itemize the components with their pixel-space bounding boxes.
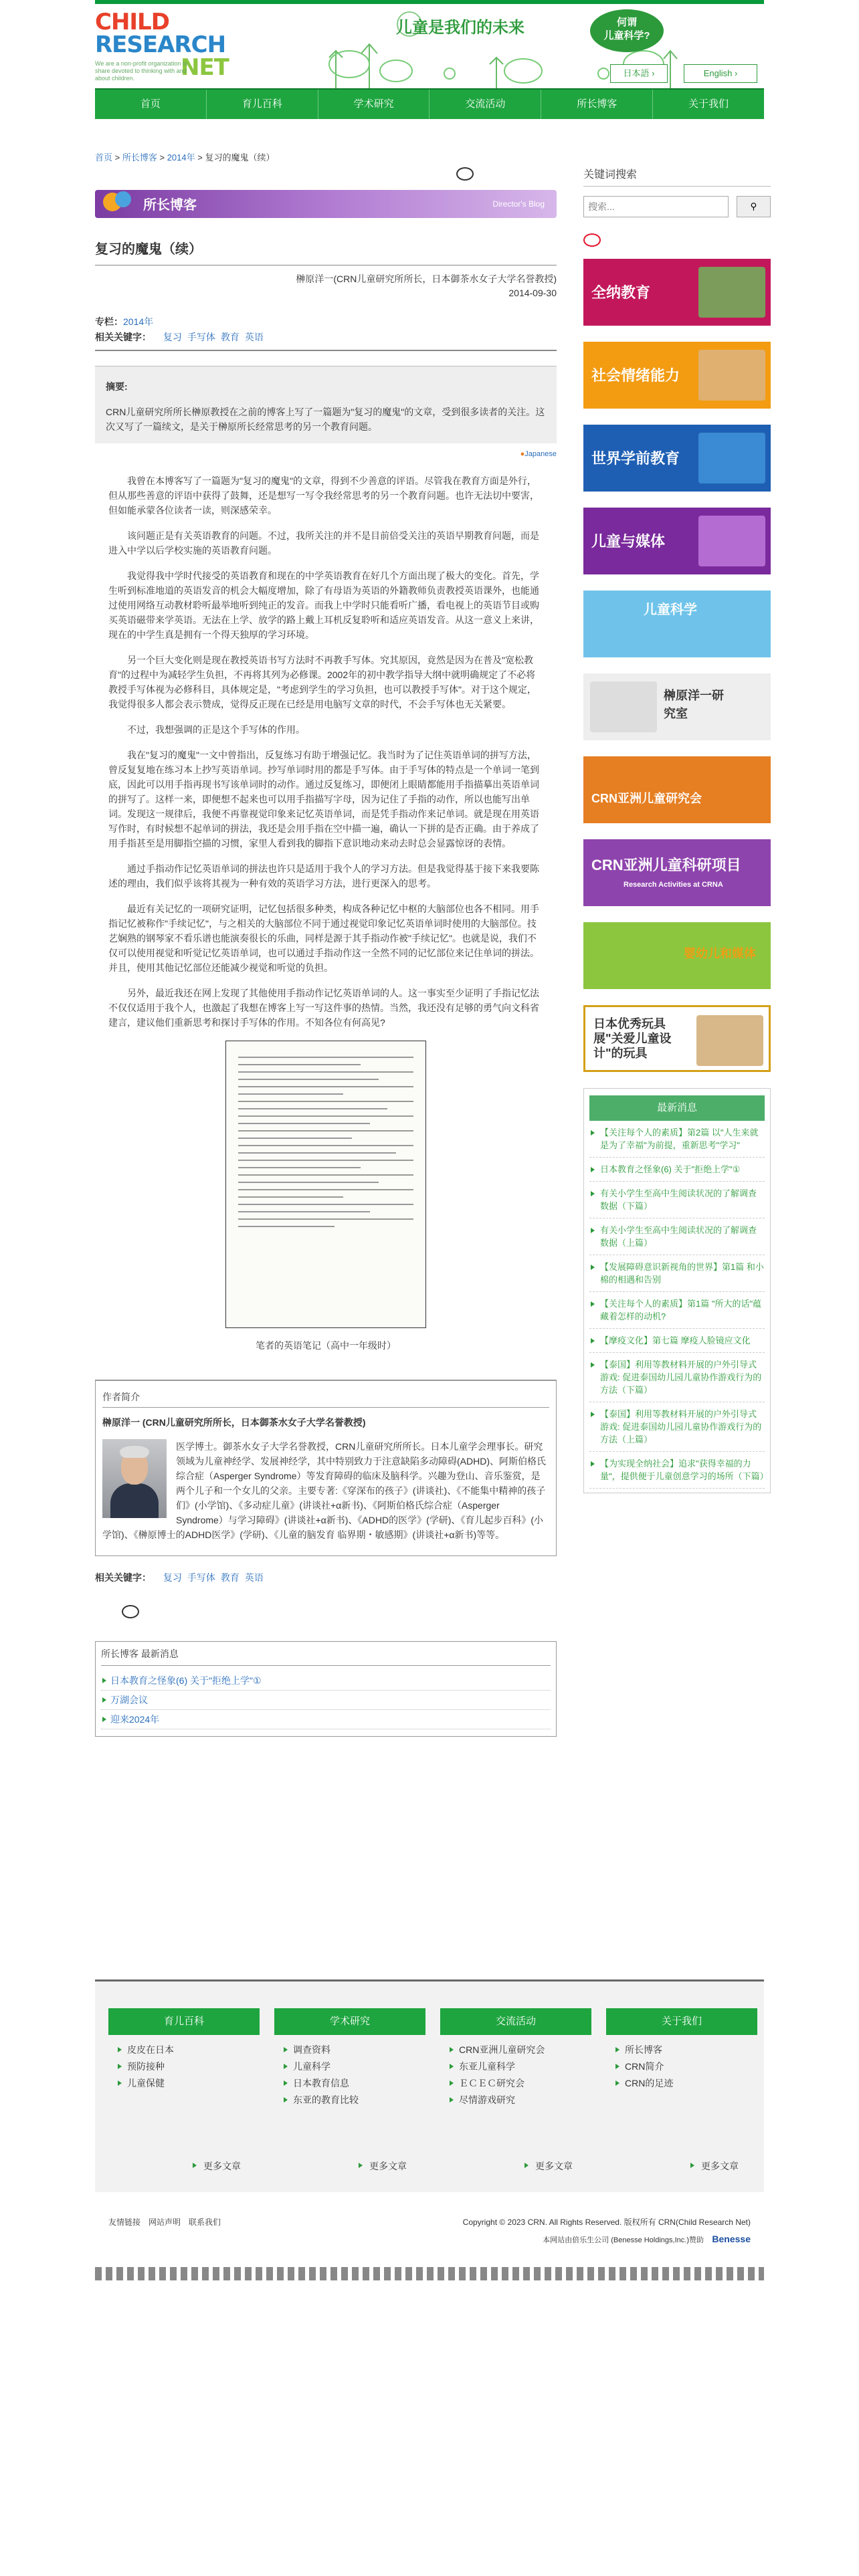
logo-research: RESEARCH (95, 31, 226, 58)
breadcrumb-blog[interactable]: 所长博客 (122, 152, 157, 163)
footer-link[interactable]: 调查资料 (274, 2042, 425, 2058)
footer-link[interactable]: 尽情游戏研究 (440, 2092, 591, 2109)
header (95, 4, 764, 88)
search-form (583, 196, 771, 217)
article-paragraph: 通过手指动作记忆英语单词的拼法也许只是适用于我个人的学习方法。但是我觉得基于接下来我要陈述的理由，我们似乎该将其视为一种有效的英语学习方法，进行更深入的思考。 (108, 863, 539, 889)
nav-research[interactable]: 学术研究 (318, 90, 430, 119)
column-label: 专栏： (95, 316, 123, 327)
ad-label: 世界学前教育 (591, 450, 680, 467)
japanese-link-label: Japanese (524, 450, 557, 458)
bottom-decoration (95, 2267, 764, 2280)
sponsor-text: 本网站由倍乐生公司 (Benesse Holdings,Inc.)赞助 (543, 2236, 704, 2244)
bottom-bar (95, 2216, 764, 2244)
footer-link[interactable]: 儿童保健 (108, 2075, 260, 2092)
keyword-link[interactable]: 英语 (244, 1572, 264, 1583)
breadcrumb-year[interactable]: 2014年 (167, 152, 195, 163)
sidebar (583, 167, 771, 1493)
search-icon: ⚲ (750, 201, 757, 211)
keyword-link[interactable]: 手写体 (187, 332, 215, 342)
article-body (95, 473, 557, 1353)
search-input[interactable] (583, 196, 729, 217)
latest-news-box (583, 1088, 771, 1493)
blog-band (95, 190, 557, 218)
logo-child: CHILD (95, 9, 169, 35)
news-item[interactable]: 【泰国】利用等教材料开展的户外引导式游戏: 促进泰国幼儿园儿童协作游戏行为的方法（上篇） (589, 1402, 765, 1452)
latest-blog-link[interactable]: 万湖会议 (110, 1694, 148, 1705)
footer-link[interactable]: 东亚儿童科学 (440, 2058, 591, 2075)
latest-news-header: 最新消息 (589, 1095, 765, 1121)
divider (95, 350, 557, 351)
globe-icon: ● (520, 450, 525, 458)
notebook-caption: 笔者的英语笔记（高中一年级时） (256, 1339, 396, 1351)
japanese-version-link[interactable] (95, 449, 557, 460)
ad-child-science[interactable] (583, 591, 771, 657)
ad-social-emotional[interactable] (583, 342, 771, 409)
article-paragraph: 我觉得我中学时代接受的英语教育和现在的中学英语教育在好几个方面出现了极大的变化。首先，学生听到标准地道的英语发音的机会大幅度增加，除了有母语为英语的外籍教师负责教授英语课外，也能通过使用网络互动教材聆听最举地听到纯正的发音。而我上中学时只能看听广播，看电视上的英语节目或购买英语磁带来学英语。无法在上学、放学的路上戴上耳机反复聆听和适应英语发音。从这一意义上来讲，现在的中学生真是拥有一个得天独厚的学习环境。 (108, 570, 539, 640)
article-paragraph: 不过，我想强调的正是这个手写体的作用。 (127, 724, 305, 735)
breadcrumb-sep: > (195, 152, 205, 163)
article-paragraph: 我在"复习的魔鬼"一文中曾指出，反复练习有助于增强记忆。我当时为了记住英语单词的拼写方法，曾反复复地在练习本上抄写英语单词。抄写单词时用的都是手写体。由于手写体的特点是一个单词一笔到底，因此可以用手指再现书写该单词时的动作。通过反复练习，即便闭上眼睛都能用手指描摹出英语单词的拼写了。这样一来，即便想不起来也可以用手指描写字母，因为记住了手指的动作，所以也能写出单词。发现这一规律后，我便不再靠视觉印象来记忆英语单词，而是凭手指动作来记单词。就是现在用英语写作时，有时候想不起单词的拼法，我还是会用手指在空中描一遍，确认一下拼的是否正确。由于养成了用手指甚至是用脚指空描的习惯，家里人看到我的脚指下意识地动来动去时总会显露惊讶的表情。 (108, 749, 539, 849)
ad-label: CRN亚洲儿童研究会 (591, 792, 702, 805)
footer-link[interactable]: CRN简介 (606, 2058, 757, 2075)
weibo-share-icon[interactable] (122, 1605, 139, 1618)
benesse-logo[interactable]: Benesse (712, 2234, 751, 2244)
notebook-image (225, 1041, 426, 1328)
news-item[interactable]: 【泰国】利用等教材料开展的户外引导式游戏: 促进泰国幼儿园儿童协作游戏行为的方法（下篇） (589, 1353, 765, 1402)
crn-logo[interactable] (95, 11, 249, 84)
what-is-child-science-bubble[interactable]: 何谓 儿童科学? (590, 9, 664, 52)
author-box (95, 1380, 557, 1556)
news-item[interactable]: 【为实现全纳社会】追求"获得幸福的力量"，提供便于儿童创意学习的场所（下篇） (589, 1452, 765, 1489)
article-date: 2014-09-30 (508, 288, 557, 298)
keyword-link[interactable]: 英语 (244, 332, 264, 342)
ad-world-preschool[interactable] (583, 425, 771, 492)
footer-link[interactable]: ＥＣＥＣ研究会 (440, 2075, 591, 2092)
copyright: Copyright © 2023 CRN. All Rights Reserved. 版权所有 CRN(Child Research Net) (462, 2218, 751, 2227)
footer (95, 1979, 764, 2192)
footer-link[interactable]: 所长博客 (606, 2042, 757, 2058)
breadcrumb-sep: > (157, 152, 167, 163)
keywords-label: 相关关键字： (95, 332, 151, 342)
main-content (95, 167, 557, 1737)
news-item[interactable]: 【摩疫文化】第七篇 摩疫人脸镜应文化 (589, 1329, 765, 1353)
footer-link[interactable]: 儿童科学 (274, 2058, 425, 2075)
ad-crn-asia-research[interactable] (583, 756, 771, 823)
news-item[interactable]: 【关注每个人的素质】第2篇 以"人生来就是为了幸福"为前提，重新思考"学习" (589, 1121, 765, 1158)
ad-label: 婴幼儿和媒体 (684, 947, 756, 960)
more-articles-link[interactable]: 更多文章 (193, 2159, 241, 2173)
more-articles-link[interactable]: 更多文章 (524, 2159, 573, 2173)
footer-col-about (606, 2008, 757, 2092)
weibo-share-icon[interactable] (456, 167, 474, 181)
article-paragraph: 另外，最近我还在网上发现了其他使用手指动作记忆英语单词的人。这一事实至少证明了手指记忆法不仅仅适用于我个人，也激起了我想在博客上写一写这件事的热情。当然，我还没有足够的勇气向文科省建言，建议他们重新思考和探讨手写体的作用。不知各位有何高见? (108, 987, 539, 1028)
ad-label: CRN亚洲儿童科研项目 (591, 857, 741, 873)
latest-blog-link[interactable]: 迎来2024年 (110, 1713, 160, 1725)
footer-link[interactable]: 预防接种 (108, 2058, 260, 2075)
keyword-link[interactable]: 教育 (220, 332, 240, 342)
slogan: 儿童是我们的未来 (396, 19, 524, 37)
latest-blog-item[interactable] (101, 1671, 551, 1691)
footer-col-events (440, 2008, 591, 2109)
main-nav (95, 88, 764, 119)
article-paragraph: 我曾在本博客写了一篇题为"复习的魔鬼"的文章，得到不少善意的评语。尽管我在教育方面是外行，但从那些善意的评语中获得了鼓舞，还是想写一写令我经常思考的另一个教育问题。也许无法切中要害，但如能承蒙各位读者一读，则深感荣幸。 (108, 475, 539, 516)
author-box-header: 作者简介 (102, 1390, 549, 1408)
article-paragraph: 该问题正是有关英语教育的问题。不过，我所关注的并不是目前倍受关注的英语早期教育问题，而是进入中学以后学校实施的英语教育问题。 (108, 530, 539, 556)
footer-link[interactable]: CRN亚洲儿童研究会 (440, 2042, 591, 2058)
ad-label: 全纳教育 (591, 284, 651, 301)
speech-bubbles-icon (100, 187, 140, 219)
ad-sublabel: Research Activities at CRNA (624, 881, 723, 889)
ad-infant-media[interactable] (583, 922, 771, 989)
ad-label: 日本优秀玩具展"关爱儿童设计"的玩具 (593, 1017, 672, 1060)
weibo-follow-icon[interactable] (583, 233, 601, 247)
nav-blog[interactable]: 所长博客 (541, 90, 653, 119)
latest-blog-link[interactable]: 日本教育之怪象(6) 关于"拒绝上学"① (110, 1675, 262, 1686)
article-title: 复习的魔鬼（续） (95, 239, 557, 265)
nav-parenting[interactable]: 育儿百科 (207, 90, 318, 119)
abstract-box (95, 366, 557, 443)
ad-label: 儿童与媒体 (591, 533, 666, 550)
article-author: 榊原洋一(CRN儿童研究所所长，日本御茶水女子大学名誉教授) (296, 274, 557, 284)
keyword-link[interactable]: 手写体 (187, 1572, 215, 1583)
latest-blog-header: 所长博客 最新消息 (101, 1647, 551, 1666)
news-item[interactable]: 【发展障碍意识新视角的世界】第1篇 和小棉的相遇和告别 (589, 1255, 765, 1292)
friend-links[interactable]: 友情链接 (108, 2218, 141, 2227)
column-link[interactable]: 2014年 (123, 316, 154, 327)
news-item[interactable]: 【关注每个人的素质】第1篇 "所大的话"蕴藏着怎样的动机? (589, 1292, 765, 1329)
ad-children-media[interactable] (583, 508, 771, 574)
nav-home[interactable]: 首页 (95, 90, 207, 119)
nav-about[interactable]: 关于我们 (688, 98, 729, 110)
breadcrumb-sep: > (112, 152, 122, 163)
blog-band-subtitle: Director's Blog (492, 199, 545, 209)
ad-label: 社会情绪能力 (591, 367, 680, 384)
latest-blog-item[interactable] (101, 1710, 551, 1729)
more-articles-link[interactable]: 更多文章 (690, 2159, 739, 2173)
footer-link[interactable]: CRN的足迹 (606, 2075, 757, 2092)
author-bio: 医学博士。御茶水女子大学名誉教授，CRN儿童研究所所长。日本儿童学会理事长。研究领域为儿童神经学、发展神经学，其中特别致力于注意缺陷多动障碍(ADHD)、阿斯伯格氏综合症（Asperger Syndrome）等发育障碍的临床及脑科学。兴趣为登山、音乐鉴赏，是两个儿子和一个女儿的父亲。主要专著:《穿深布的孩子》(讲谈社)、《不能集中精神的孩子们》(小学馆)、《多动症儿童》(讲谈社+α新书)、《阿斯伯格氏综合症（Asperger Syndrome）与学习障碍》(讲谈社+α新书)、《ADHD的医学》(学研)、《育儿起步百科》(小学馆)、《榊原博士的ADHD医学》(学研)、《儿童的脑发育 临界期・敏感期》(讲谈社+α新书)等等。 (102, 1440, 546, 1540)
article-keywords (95, 330, 557, 344)
abstract-label: 摘要: (106, 381, 128, 392)
ad-label: 儿童科学 (644, 603, 697, 617)
ad-toy-exhibition[interactable] (583, 1005, 771, 1072)
keyword-link[interactable]: 教育 (220, 1572, 240, 1583)
author-photo (102, 1439, 167, 1518)
author-name: 榊原洋一 (CRN儿童研究所所长，日本御茶水女子大学名誉教授) (102, 1416, 366, 1428)
latest-blog-item[interactable] (101, 1691, 551, 1710)
footer-col-parenting (108, 2008, 260, 2092)
footer-link[interactable]: 皮皮在日本 (108, 2042, 260, 2058)
breadcrumb-current: 复习的魔鬼（续） (205, 152, 275, 163)
breadcrumb-home[interactable]: 首页 (95, 152, 113, 163)
abstract-text: CRN儿童研究所所长榊原教授在之前的博客上写了一篇题为"复习的魔鬼"的文章，受到很多读者的关注。这次又写了一篇续文，是关于榊原所长经常思考的另一个教育问题。 (106, 407, 545, 432)
ad-crn-asia-project[interactable] (583, 839, 771, 906)
logo-tagline: We are a non-profit organization to share devoted to thinking with and about children. (95, 60, 188, 82)
lang-japanese-button[interactable]: 日本語 › (610, 64, 668, 83)
ad-sakakihara-lab[interactable] (583, 673, 771, 740)
keyword-link[interactable]: 复习 (163, 1572, 182, 1583)
keyword-search-header: 关键词搜索 (583, 167, 771, 187)
footer-link[interactable]: 东亚的教育比较 (274, 2092, 425, 2109)
logo-net: NET (181, 54, 229, 81)
bottom-keywords (95, 1571, 557, 1585)
blog-band-title: 所长博客 (143, 198, 197, 213)
footer-col-title[interactable]: 育儿百科 (108, 2008, 260, 2035)
keywords-label: 相关关键字： (95, 1572, 151, 1583)
search-button[interactable] (737, 196, 771, 217)
news-item[interactable]: 有关小学生至高中生阅读状况的了解调查数据（上篇） (589, 1218, 765, 1255)
nav-events[interactable]: 交流活动 (430, 90, 541, 119)
site-statement[interactable]: 网站声明 (149, 2218, 181, 2227)
footer-col-title[interactable]: 关于我们 (606, 2008, 757, 2035)
page (95, 0, 769, 2244)
ad-label: 榊原洋一研究室 (664, 689, 724, 720)
article-paragraph: 最近有关记忆的一项研究证明，记忆包括很多种类，构成各种记忆中枢的大脑部位也各不相同。用手指记忆被称作"手续记忆"，与之相关的大脑部位不同于通过视觉印象记忆英语单词时使用的大脑部位。技艺娴熟的钢琴家不看乐谱也能演奏很长的乐曲，同样是源于其手指动作被"手续记忆"。也就是说，我们不仅可以使用视觉和听觉记忆英语单词，也可以通过手指动作这一全然不同的记忆部位来记住单词的拼法。并且，使用其他记忆部位还能减少视觉和听觉的负担。 (108, 903, 539, 973)
footer-col-title[interactable]: 交流活动 (440, 2008, 591, 2035)
keyword-link[interactable]: 复习 (163, 332, 182, 342)
news-item[interactable]: 有关小学生至高中生阅读状况的了解调查数据（下篇） (589, 1182, 765, 1218)
lang-english-button[interactable]: English › (684, 64, 757, 83)
footer-col-research (274, 2008, 425, 2109)
article-paragraph: 另一个巨大变化则是现在教授英语书写方法时不再教手写体。究其原因，竟然是因为在普及"宽松教育"的过程中为减轻学生负担，不再将其列为必修课。2002年的初中教学指导大纲中就明确规定了不必将教授手写体视为必修科目，具体规定是，"考虑到学生的学习负担，也可以教授手写体"。对于这个规定，我觉得很多人都会表示赞成，觉得反正现在已经是用电脑写文章的时代，不会手写体也无关紧要。 (108, 654, 537, 710)
contact-us[interactable]: 联系我们 (189, 2218, 221, 2227)
article-column (95, 315, 557, 329)
ad-inclusive-education[interactable] (583, 259, 771, 326)
footer-col-title[interactable]: 学术研究 (274, 2008, 425, 2035)
more-articles-link[interactable]: 更多文章 (359, 2159, 407, 2173)
latest-blog-box (95, 1641, 557, 1737)
footer-link[interactable]: 日本教育信息 (274, 2075, 425, 2092)
news-item[interactable]: 日本教育之怪象(6) 关于"拒绝上学"① (589, 1158, 765, 1182)
